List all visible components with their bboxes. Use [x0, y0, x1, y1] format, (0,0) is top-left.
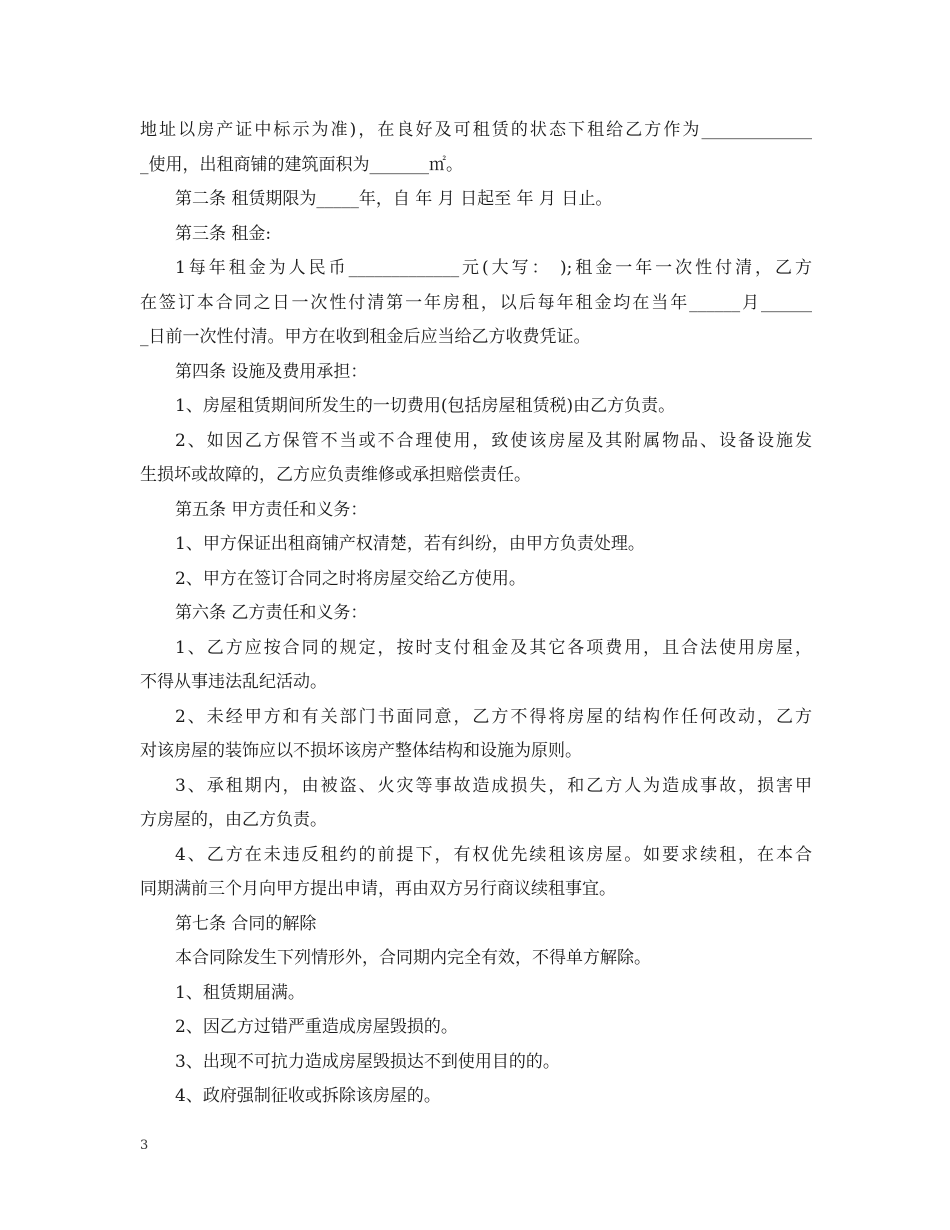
contract-body [140, 113, 812, 1114]
text-line: 在签订本合同之日一次性付清第一年房租，以后每年租金均在当年______月______ [140, 292, 812, 313]
text-line: _日前一次性付清。甲方在收到租金后应当给乙方收费凭证。 [140, 327, 591, 347]
list-item: 2、因乙方过错严重造成房屋毁损的。 [175, 1017, 458, 1037]
list-item: 4、乙方在未违反租约的前提下，有权优先续租该房屋。如要求续租，在本合 [175, 844, 812, 865]
list-item: 1、租赁期届满。 [175, 982, 305, 1003]
list-item: 2、甲方在签订合同之时将房屋交给乙方使用。 [175, 568, 526, 589]
list-item: 3、承租期内，由被盗、火灾等事故造成损失，和乙方人为造成事故，损害甲 [175, 775, 812, 796]
list-item: 1、房屋租赁期间所发生的一切费用(包括房屋租赁税)由乙方负责。 [175, 396, 676, 416]
clause-heading: 第七条 合同的解除 [175, 913, 317, 934]
page-number: 3 [140, 1138, 149, 1153]
list-item: 2、未经甲方和有关部门书面同意，乙方不得将房屋的结构作任何改动，乙方 [175, 706, 812, 727]
clause-heading: 第二条 租赁期限为_____年，自 年 月 日起至 年 月 日止。 [175, 189, 613, 209]
text-line: 1每年租金为人民币_____________元(大写： );租金一年一次性付清，乙方 [175, 258, 812, 278]
list-item: 4、政府强制征收或拆除该房屋的。 [175, 1086, 441, 1106]
text-line: 本合同除发生下列情形外，合同期内完全有效，不得单方解除。 [175, 948, 651, 968]
text-line: 不得从事违法乱纪活动。 [140, 672, 327, 692]
text-line: 生损坏或故障的，乙方应负责维修或承担赔偿责任。 [140, 465, 531, 485]
clause-heading: 第五条 甲方责任和义务： [175, 499, 368, 520]
text-line: 地址以房产证中标示为准)，在良好及可租赁的状态下租给乙方作为_____________ [140, 120, 812, 140]
clause-heading: 第六条 乙方责任和义务： [175, 603, 368, 623]
text-line: 同期满前三个月向甲方提出申请，再由双方另行商议续租事宜。 [140, 879, 616, 899]
clause-heading: 第四条 设施及费用承担： [175, 361, 368, 382]
list-item: 2、如因乙方保管不当或不合理使用，致使该房屋及其附属物品、设备设施发 [175, 430, 812, 451]
list-item: 1、乙方应按合同的规定，按时支付租金及其它各项费用，且合法使用房屋， [175, 637, 812, 658]
text-line: 方房屋的，由乙方负责。 [140, 810, 327, 830]
text-line: 对该房屋的装饰应以不损坏该房产整体结构和设施为原则。 [140, 741, 582, 761]
clause-heading: 第三条 租金: [175, 223, 272, 244]
list-item: 1、甲方保证出租商铺产权清楚，若有纠纷，由甲方负责处理。 [175, 534, 645, 554]
text-line: _使用，出租商铺的建筑面积为_______㎡。 [140, 154, 463, 175]
list-item: 3、出现不可抗力造成房屋毁损达不到使用目的的。 [175, 1051, 560, 1072]
